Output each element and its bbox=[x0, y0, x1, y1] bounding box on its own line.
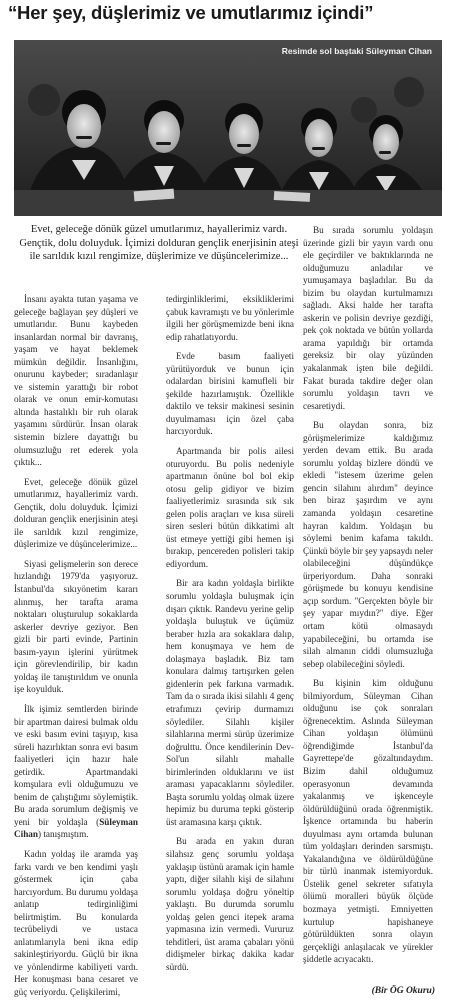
article-column-2 bbox=[166, 293, 294, 980]
paragraph: Kadın yoldaş ile aramda yaş farkı vardı ve ben kendimi yaşlı göstermek için çaba harcıyordum. Bu durumu yoldaşa anlatıp tedirginliğimi belirtmiştim. Bu konularda tecrübeliydi ve ustaca anlatımlarıyla beni ikna edip sakinleştiriyordu. Güçlü bir ikna ve yönlendirme kabiliyeti vardı. Her konuşması bana cesaret ve güç veriyordu. Çelişkilerimi, bbox=[14, 848, 138, 997]
lead-paragraph: Evet, geleceğe dönük güzel umutlarımız, hayallerimiz vardı. Gençtik, dolu doluyduk. İçimizi dolduran gençlik enerjisinin ateşi ile sarıldık kızıl rengimize, düşlerimize ve düşüncelerimize... bbox=[19, 224, 299, 263]
paragraph-text: ) tanışmıştım. bbox=[38, 829, 89, 840]
paragraph-text: İlk işimiz semtlerden birinde bir apartman dairesi bulmak oldu ve eski basım evini taşıyıp, kısa süreli hazırlıktan sonra evi basım faaliyetleri için hazır hale getirdik. Apartmandaki komşulara evli olduğumuzu ve benim de çalıştığımı söylemiştik. Bu arada sorumlum değişmiş ve yeni bir yoldaşla ( bbox=[14, 703, 138, 827]
paragraph: Apartmanda bir polis ailesi oturuyordu. Bu polis nedeniyle apartmanın önüne bol bol ekip otosu gelip gidiyor ve bizim faaliyetlerimiz sırasında sık sık gelen polis araçları ve kısa süreli siren sesleri bütün dikkatimi alt üst etmeye yettiği gibi hemen işi bırakıp, pencereden polisleri takip ediyordum. bbox=[166, 446, 294, 569]
author-signature: (Bir ÖG Okuru) bbox=[371, 986, 435, 996]
highlighted-name: Süleyman Cihan bbox=[14, 816, 138, 840]
paragraph: tedirginliklerimi, eksikliklerimi çabuk kavramıştı ve bu yönlerimle ilgili her görüşmemizde beni ikna edip rahatlatıyordu. bbox=[166, 294, 294, 342]
article-photo bbox=[14, 40, 442, 216]
paragraph: Evet, geleceğe dönük güzel umutlarımız, hayallerimiz vardı. Gençtik, dolu doluyduk. İçimizi dolduran gençlik enerjisinin ateşi ile sarıldık kızıl rengimize, düşlerimize ve düşüncelerimize... bbox=[14, 476, 138, 550]
article-headline: “Her şey, düşlerimiz ve umutlarımız içindi” bbox=[8, 2, 374, 23]
paragraph: Bu kişinin kim olduğunu bilmiyordum, Süleyman Cihan olduğunu ise çok sonraları öğrenecektim. Aslında Süleyman Cihan yoldaşın ölümünü öğrendiğimde İstanbul'da Gayrettepe'de gözaltındaydım. Bizim dahil olduğumuz operasyonun devamında yakalanmış ve işkenceyle öldürüldüğünü orada öğrenmiştik. İşkence ortamında bu haberin duyulması aynı ortamda bulunan tüm yoldaşları derinden sarsmıştı. Yakalandığına ve öldürüldüğüne bir türlü inanmak istemiyorduk. Üstelik genel sekreter sıfatıyla ölümü moralleri büyük ölçüde bozmaya yetmişti. Emniyetten kurtulup hapishaneye götürüldükten sonra olayın gerçekliği anlaşılacak ve yürekler şiddetle acıyacaktı. bbox=[303, 678, 433, 965]
article-column-1 bbox=[14, 293, 138, 1006]
photo-caption: Resimde sol baştaki Süleyman Cihan bbox=[281, 46, 432, 56]
paragraph: Evde basım faaliyeti yürütüyorduk ve bunun için odalardan birisini kamufleli bir şekilde hazırlamıştık. Özellikle daktilo ve teksir makinesi sesinin duyulmaması için özel çaba harcıyorduk. bbox=[166, 351, 294, 437]
paragraph: Bu arada en yakın duran silahsız genç sorumlu yoldaşa yaklaşıp üstünü aramak için hamle yaptı, diğer silahlı kişi de silahını sorumlu yoldaşa doğru yöneltip yaklaştı. Bu durumda sorumlu yoldaş gelen genci itерek arama yapmasına izin vermedi. Vururuz tehditleri, üst arama çabaları yönü didişmeler birkaç dakika kadar sürdü. bbox=[166, 836, 294, 972]
paragraph: Bir ara kadın yoldaşla birlikte sorumlu yoldaşla buluşmak için dışarı çıktık. Randevu yerine gelip yoldaşla buluştuk ve üçümüz beraber hızla ara sokaklara dalıp, hem konuşmaya ve hem de dolaşmaya başladık. Biz tam konulara dalmış tartışırken gelen gidenlerin pek farkına varmadık. Tam da o sırada ikisi silahlı 4 genç etrafımızı çevirip durmamızı söylediler. Silahlı kişiler silahlarına mermi sürüp üzerimize doğrulttu. Önce kendilerinin Dev-Sol'un silahlı mahalle birimlerinden olduklarını ve üst araması yapacaklarını söylediler. Başta sorumlu yoldaş olmak üzere hepimiz bu duruma tepki gösterip üst aramasına karşı çıktık. bbox=[166, 578, 294, 827]
paragraph bbox=[14, 703, 138, 841]
paragraph: Bu sırada sorumlu yoldaşın üzerinde gizli bir yayın vardı onu ele geçirdiler ve baktıklarında ne olduğumuzu anladılar ve yumuşamaya başladılar. Bu da bizim bu olaydan kurtulmamızı sağladı. Aksi halde her tarafta askerin ve polisin devriye gezdiği, pek çok noktada ve bütün yollarda arama yapıldığı bir ortamda gereksiz bir olay yüzünden yakalanmak işten bile değildi. Fakat burada takdire değer olan sorumlu yoldaşın tavrı ve cesaretiydi. bbox=[303, 225, 433, 411]
group-photo-image bbox=[14, 40, 442, 216]
article-column-3 bbox=[303, 224, 433, 973]
paragraph: İnsanı ayakta tutan yaşama ve geleceğe bağlayan şey düşleri ve umutlarıdır. Bunu kaybeden insanlardan normal bir davranış, yaşam ve hayat beklemek mümkün değildir. İnsanlığını, onurunu kaybeder; sıradanlaşır ve sistemin yarattığı bir robot olarak ve onun emir-komutası altında hastalıklı bir ruh olarak yaşamını sürdürür. İnsan olarak sistemin bizlere dayattığı bu olumsuzluğu ret ederek yola çıktık... bbox=[14, 294, 138, 468]
paragraph: Bu olaydan sonra, biz görüşmelerimize kaldığımız yerden devam ettik. Bu arada sorumlu yoldaş bizlere döndü ve ekledi "istesem üzerime gelen gencin silahını alırdım" deyince ben biraz şaşırdım ve aynı zamanda yoldaşın cesaretine hayran kaldım. Yoldaşın bu söylemi benim kafama takıldı. Çünkü böyle bir şey yapsaydı neler olabileceğini düşündükçe ürperiyordum. Daha sonraki görüşmede bu konuyu kendisine açıp sordum. "Gerçekten böyle bir şey yapar mıydın?" diye. Eğer ortam kötü olmasaydı yapabileceğini, bu ortamda ise silah almanın ciddi olumsuzluğa sebep olabileceğini söyledi. bbox=[303, 420, 433, 669]
paragraph: Siyasi gelişmelerin son derece hızlandığı 1979'da yaşıyoruz. İstanbul'da sıkıyönetim kararı alınmış, her tarafta arama noktaları oluşturulup sokaklarda askerler devriye geziyor. Ben gizli bir parti evinde, Partinin basım-yayın işlerini yürütmek için görevlendirilip, bir kadın yoldaş ile tanıştırıldım ve onunla işe koyulduk. bbox=[14, 558, 138, 695]
